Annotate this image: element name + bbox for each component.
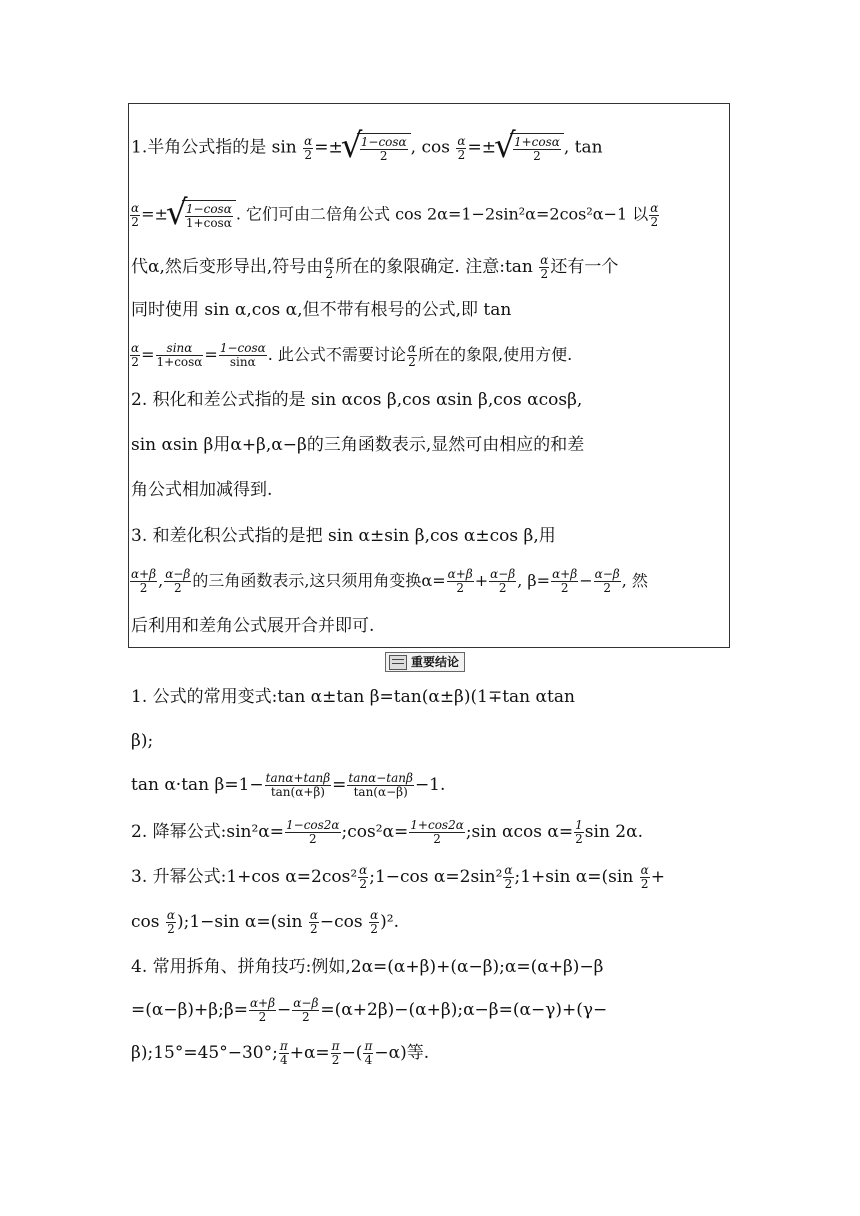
fraction: $\frac{\alpha}{2}$ (650, 200, 659, 229)
fraction: $\frac{\alpha+\beta}{2}$ (447, 567, 473, 595)
product-to-sum-line-2: sin αsin β用α+β,α−β的三角函数表示,显然可由相应的和差 (131, 435, 585, 455)
conclusion-1-line-3: tan α·tan β=1− $\frac{\tan\alpha+\tan\beta}{\tan(\alpha+\beta)}$ = $\frac{\tan\alpha-\tan\beta}{\tan(\alpha-\beta)}$ −1. (131, 771, 446, 799)
fraction: $\frac{1+\cos 2\alpha}{2}$ (410, 818, 464, 846)
fraction: $\frac{\alpha}{2}$ (304, 133, 313, 162)
fraction: $\frac{\alpha-\beta}{2}$ (165, 567, 191, 595)
fraction: √ $\frac{1-\cos\alpha}{2}$ (360, 135, 407, 163)
half-angle-line-1: 1.半角公式指的是 sin $\frac{\alpha}{2}$ =± √ $\frac{1-\cos\alpha}{2}$ , cos $\frac{\alpha}{2}$ =± √ $\frac{1+\cos\alpha}{2}$ , tan (131, 133, 603, 163)
fraction: $\frac{\alpha-\beta}{2}$ (594, 567, 620, 595)
fraction: $\frac{\alpha}{2}$ (131, 341, 140, 369)
half-angle-line-2: $\frac{\alpha}{2}$ =± √ $\frac{1-\cos\alpha}{1+\cos\alpha}$ . 它们可由二倍角公式 cos 2α=1−2sin²α=2cos²α−1 以 $\frac{\alpha}{2}$ (129, 200, 660, 230)
conclusion-4-line-2: =(α−β)+β;β= $\frac{\alpha+\beta}{2}$ − $\frac{\alpha-\beta}{2}$ =(α+2β)−(α+β);α−β=(α−γ)+(γ− (131, 996, 608, 1024)
conclusion-3-line-2: cos $\frac{\alpha}{2}$ );1−sin α=(sin $\frac{\alpha}{2}$ −cos $\frac{\alpha}{2}$ )². (131, 908, 400, 936)
formula-box (128, 103, 730, 648)
square-root (168, 200, 236, 230)
fraction: $\frac{\alpha}{2}$ (540, 253, 549, 281)
sum-to-product-line-3: 后利用和差角公式展开合并即可. (131, 616, 375, 636)
fraction: $\frac{\alpha}{2}$ (359, 863, 368, 891)
fraction: $\frac{1}{2}$ (575, 818, 583, 846)
fraction: $\frac{\alpha}{2}$ (325, 253, 334, 281)
square-root (496, 133, 564, 163)
sum-to-product-line-2: $\frac{\alpha+\beta}{2}$ , $\frac{\alpha-\beta}{2}$ 的三角函数表示,这只须用角变换α= $\frac{\alpha+\beta}{2}$ + $\frac{\alpha-\beta}{2}$ , β= $\frac{\alpha+\beta}{2}$ − $\frac{\alpha-\beta}{2}$ , 然 (131, 567, 648, 595)
fraction: $\frac{1-\cos 2\alpha}{2}$ (286, 818, 340, 846)
fraction: $\frac{\pi}{2}$ (331, 1039, 340, 1067)
fraction: $\frac{\tan\alpha-\tan\beta}{\tan(\alpha-\beta)}$ (348, 771, 413, 799)
fraction: $\frac{\sin\alpha}{1+\cos\alpha}$ (156, 341, 203, 369)
fraction: $\frac{\tan\alpha+\tan\beta}{\tan(\alpha+\beta)}$ (265, 771, 331, 799)
fraction: $\frac{\pi}{4}$ (279, 1039, 288, 1067)
product-to-sum-line-3: 角公式相加减得到. (131, 480, 273, 500)
half-angle-line-5: $\frac{\alpha}{2}$ = $\frac{\sin\alpha}{1+\cos\alpha}$ = $\frac{1-\cos\alpha}{\sin\alpha}$ . 此公式不需要讨论 $\frac{\alpha}{2}$ 所在的象限,使用方便. (131, 341, 573, 369)
fraction: $\frac{\alpha+\beta}{2}$ (552, 567, 578, 595)
fraction: $\frac{\alpha}{2}$ (407, 341, 417, 369)
conclusion-4-line-3: β);15°=45°−30°; $\frac{\pi}{4}$ +α= $\frac{\pi}{2}$ −( $\frac{\pi}{4}$ −α)等. (131, 1039, 430, 1067)
half-angle-line-3: 代α,然后变形导出,符号由 $\frac{\alpha}{2}$ 所在的象限确定. 注意:tan $\frac{\alpha}{2}$ 还有一个 (131, 253, 619, 281)
sum-to-product-line-1: 3. 和差化积公式指的是把 sin α±sin β,cos α±cos β,用 (131, 526, 556, 546)
fraction: $\frac{\alpha+\beta}{2}$ (249, 996, 276, 1024)
fraction: $\frac{1-\cos\alpha}{\sin\alpha}$ (219, 341, 266, 369)
square-root (343, 133, 411, 163)
conclusion-1-line-1: 1. 公式的常用变式:tan α±tan β=tan(α±β)(1∓tan αtan (131, 687, 575, 707)
conclusion-2: 2. 降幂公式:sin²α= $\frac{1-\cos 2\alpha}{2}$ ;cos²α= $\frac{1+\cos 2\alpha}{2}$ ;sin αcos α= $\frac{1}{2}$ sin 2α. (131, 818, 644, 846)
fraction: $\frac{\alpha-\beta}{2}$ (293, 996, 319, 1024)
conclusion-3-line-1: 3. 升幂公式:1+cos α=2cos² $\frac{\alpha}{2}$ ;1−cos α=2sin² $\frac{\alpha}{2}$ ;1+sin α=(sin $\frac{\alpha}{2}$ + (131, 863, 666, 891)
product-to-sum-line-1: 2. 积化和差公式指的是 sin αcos β,cos αsin β,cos αcosβ, (131, 390, 583, 410)
fraction: √ $\frac{1+\cos\alpha}{2}$ (513, 135, 560, 163)
half-angle-line-4: 同时使用 sin α,cos α,但不带有根号的公式,即 tan (131, 300, 512, 320)
fraction: √ $\frac{1-\cos\alpha}{1+\cos\alpha}$ (185, 202, 232, 230)
conclusion-4-line-1: 4. 常用拆角、拼角技巧:例如,2α=(α+β)+(α−β);α=(α+β)−β (131, 957, 604, 977)
conclusion-1-line-2: β); (131, 731, 154, 751)
fraction: $\frac{\alpha}{2}$ (131, 200, 140, 229)
fraction: $\frac{\alpha}{2}$ (309, 908, 318, 936)
fraction: $\frac{\pi}{4}$ (364, 1039, 373, 1067)
important-conclusions-tag (385, 652, 465, 672)
fraction: $\frac{\alpha}{2}$ (166, 908, 175, 936)
tag-label: 重要结论 (411, 655, 460, 669)
fraction: $\frac{\alpha}{2}$ (640, 863, 649, 891)
fraction: $\frac{\alpha+\beta}{2}$ (131, 567, 157, 595)
fraction: $\frac{\alpha}{2}$ (457, 133, 466, 162)
fraction: $\frac{\alpha-\beta}{2}$ (490, 567, 516, 595)
fraction: $\frac{\alpha}{2}$ (504, 863, 513, 891)
notes-icon (389, 655, 407, 670)
fraction: $\frac{\alpha}{2}$ (370, 908, 379, 936)
